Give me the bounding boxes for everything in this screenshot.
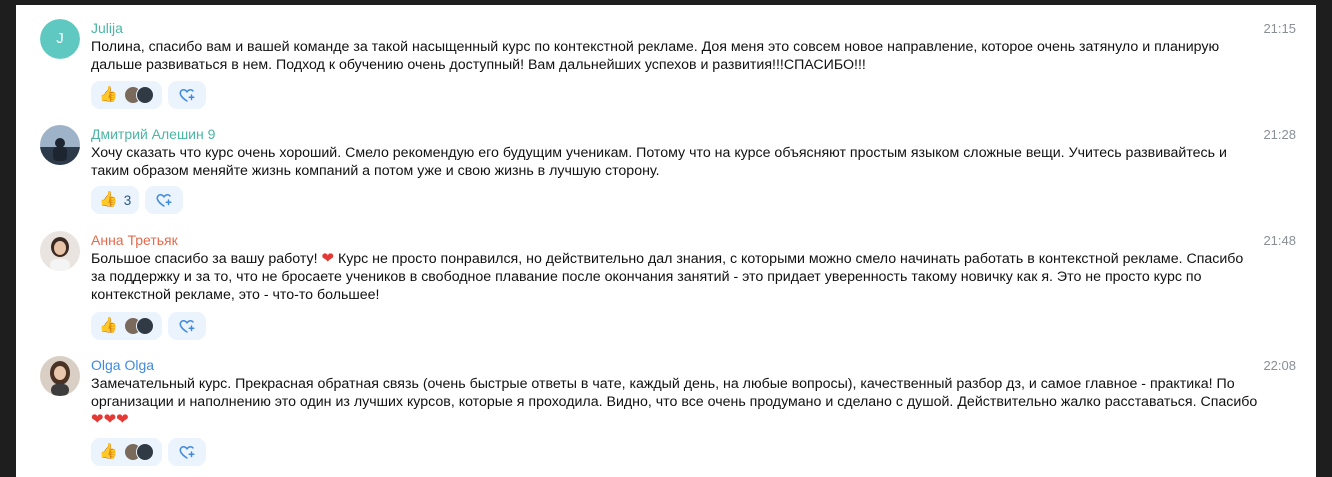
- author-name[interactable]: Дмитрий Алешин 9: [91, 126, 216, 142]
- reactions-bar: [91, 312, 206, 340]
- avatar-photo: [40, 356, 80, 396]
- reaction-chip[interactable]: [91, 312, 162, 340]
- heart-plus-icon: [155, 191, 173, 209]
- reactions-bar: [91, 81, 206, 109]
- message-text: [91, 375, 1261, 429]
- reactor-avatar: [136, 443, 154, 461]
- thumbs-up-icon: 👍: [99, 86, 118, 103]
- avatar-letter: J: [40, 19, 80, 59]
- add-reaction-button[interactable]: [168, 438, 206, 466]
- add-reaction-button[interactable]: [145, 186, 183, 214]
- message-text: Полина, спасибо вам и вашей команде за такой насыщенный курс по контекстной рекламе. Доя меня это совсем новое направление, которое очень затянуло и планирую дальше развиваться в нем. Подход к обучению очень доступный! Вам дальнейших успехов и развития!!!СПАСИБО!!!: [91, 39, 1220, 73]
- avatar-photo: [40, 231, 80, 271]
- reactor-avatars: [124, 443, 154, 461]
- message-time: 21:48: [1263, 233, 1296, 248]
- reactor-avatars: [124, 86, 154, 104]
- heart-plus-icon: [178, 317, 196, 335]
- reactor-avatar: [136, 86, 154, 104]
- thumbs-up-icon: 👍: [99, 443, 118, 460]
- message-time: 22:08: [1263, 358, 1296, 373]
- avatar[interactable]: [40, 231, 80, 271]
- heart-plus-icon: [178, 443, 196, 461]
- message-text: [91, 250, 1261, 304]
- reactor-avatar: [136, 317, 154, 335]
- thumbs-up-icon: 👍: [99, 191, 118, 208]
- reaction-count: 3: [123, 192, 132, 208]
- avatar[interactable]: [40, 19, 80, 59]
- message-text: Хочу сказать что курс очень хороший. Смело рекомендую его будущим ученикам. Потому что на курсе объясняют простым языком сложные вещи. Учитесь развивайтесь и таким образом меняйте жизнь компаний а потом уже и свою жизнь в лучшую сторону.: [91, 145, 1227, 179]
- heart-plus-icon: [178, 86, 196, 104]
- thumbs-up-icon: 👍: [99, 317, 118, 334]
- message-time: 21:28: [1263, 127, 1296, 142]
- reactions-bar: [91, 438, 206, 466]
- message-text-part: Большое спасибо за вашу работу!: [91, 251, 318, 267]
- message-time: 21:15: [1263, 21, 1296, 36]
- reaction-chip[interactable]: [91, 81, 162, 109]
- heart-emoji: ❤: [321, 250, 335, 267]
- message-text-part: Курс не просто понравился, но действительно дал знания, с которыми можно смело начинать работать в контекстной рекламе. Спасибо за поддержку и за то, что не бросаете учеников в свободное плавание после окончания занятий - это придает уверенность такому новичку как я. Это не просто курс по контекстной рекламе, это - что-то большее!: [91, 251, 1244, 303]
- add-reaction-button[interactable]: [168, 81, 206, 109]
- author-name[interactable]: Анна Третьяк: [91, 232, 178, 248]
- reaction-chip[interactable]: [91, 186, 139, 214]
- avatar-photo: [40, 125, 80, 165]
- avatar[interactable]: [40, 356, 80, 396]
- author-name[interactable]: Olga Olga: [91, 357, 155, 373]
- chat-panel: [16, 5, 1316, 477]
- author-name[interactable]: Julija: [91, 20, 123, 36]
- reactions-bar: [91, 186, 183, 214]
- message-text-part: Замечательный курс. Прекрасная обратная связь (очень быстрые ответы в чате, каждый день, на любые вопросы), качественный разбор дз, и самое главное - практика! По организации и наполнению это один из лучших курсов, которые я проходила. Видно, что все очень продумано и сделано с душой. Действительно жалко расставаться. Спасибо: [91, 376, 1258, 410]
- reaction-chip[interactable]: [91, 438, 162, 466]
- add-reaction-button[interactable]: [168, 312, 206, 340]
- reactor-avatars: [124, 317, 154, 335]
- heart-emoji: ❤❤❤: [91, 411, 129, 428]
- avatar[interactable]: [40, 125, 80, 165]
